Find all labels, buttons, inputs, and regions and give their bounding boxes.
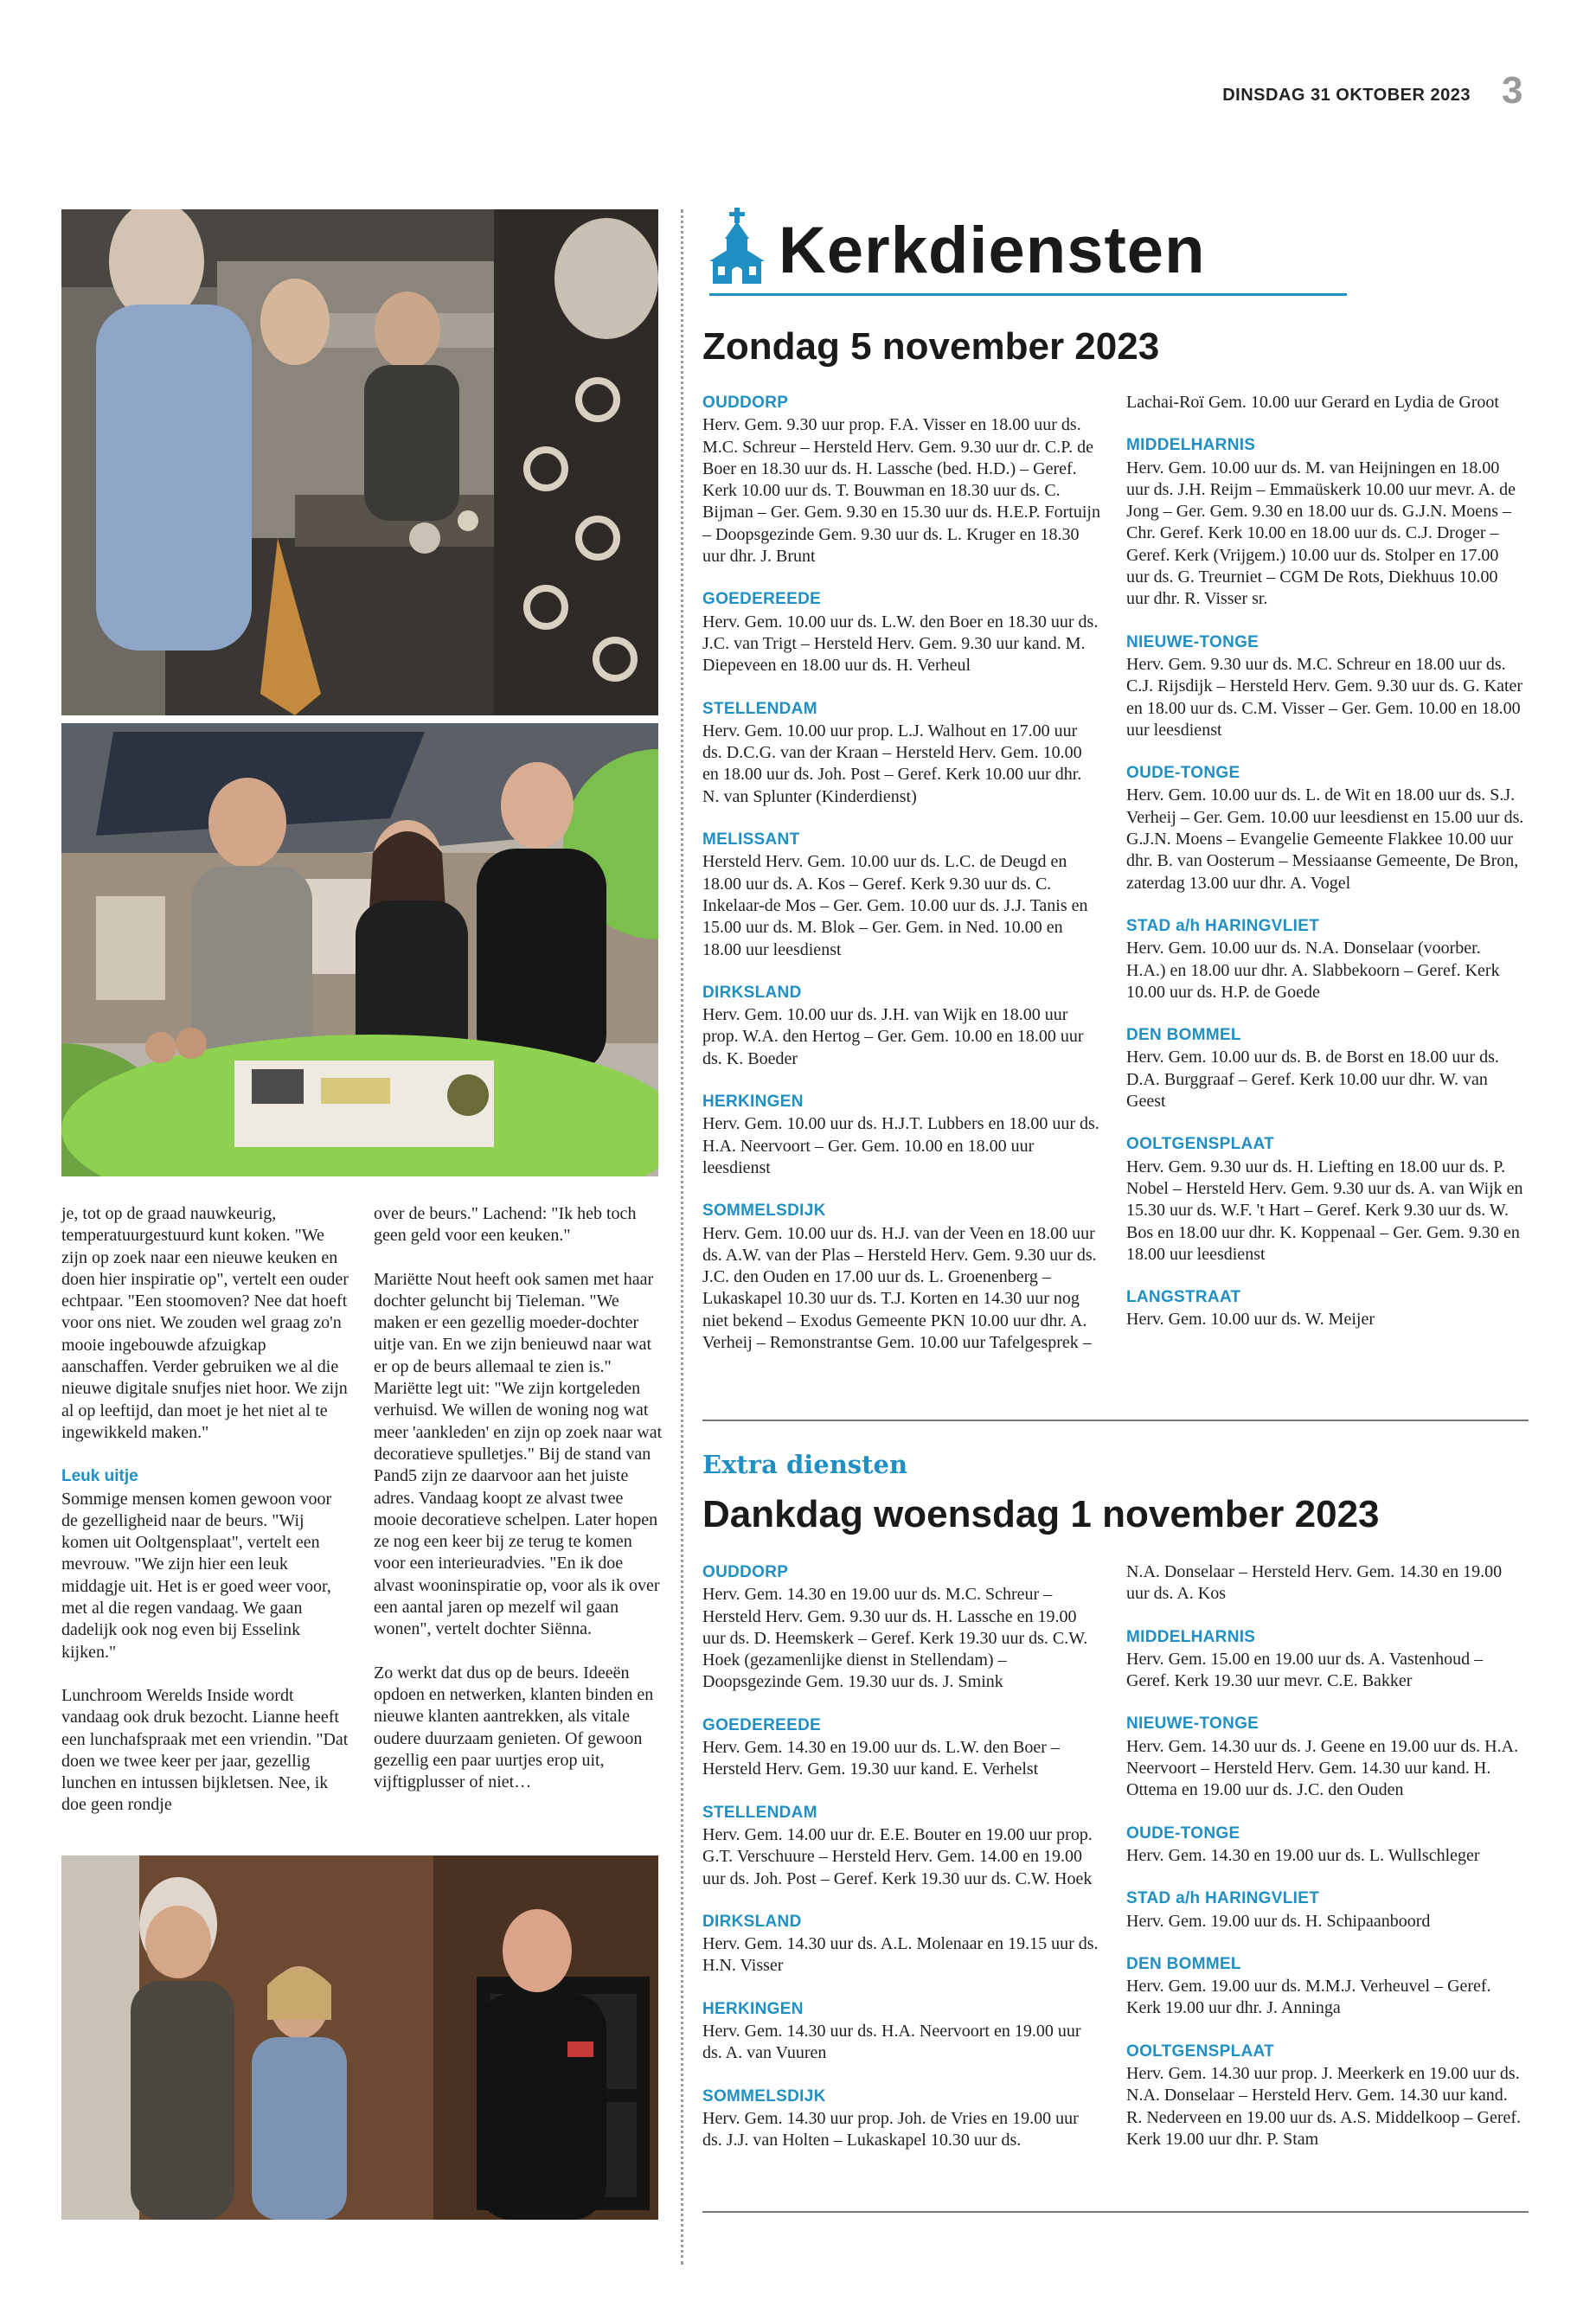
place-name: DIRKSLAND [702, 983, 802, 1002]
sunday-services-col1 [702, 392, 1100, 1375]
service-entry [702, 1998, 1100, 2065]
dankdag-services-col1 [702, 1561, 1100, 2173]
place-name: DEN BOMMEL [1126, 1954, 1241, 1973]
service-text: Herv. Gem. 10.00 uur ds. M. van Heijningen en 18.00 uur ds. J.H. Reijm – Emmaüskerk 10.00 uur mevr. A. de Jong – Ger. Gem. 9.30 en 18.00 uur ds. G.J.N. Moens – Chr. Geref. Kerk 10.00 en 18.00 uur ds. C.J. Droger – Geref. Kerk (Vrijgem.) 10.00 uur ds. Stolper en 17.00 uur ds. G. Treurniet – CGM De Rots, Diekhuus 10.00 uur dhr. R. Visser sr. [1126, 458, 1516, 609]
article-column-b [374, 1203, 663, 1815]
service-entry [1126, 762, 1524, 894]
place-name: OUDDORP [702, 394, 789, 412]
service-entry [702, 1091, 1100, 1179]
place-name: MIDDELHARNIS [1126, 436, 1256, 455]
service-text: Herv. Gem. 14.30 uur prop. Joh. de Vries en 19.00 uur ds. J.J. van Holten – Lukaskapel 10.30 uur ds. [702, 2108, 1079, 2150]
service-text: Herv. Gem. 10.00 uur ds. B. de Borst en 18.00 uur ds. D.A. Burggraaf – Geref. Kerk 10.00 uur dhr. W. van Geest [1126, 1048, 1499, 1112]
service-entry [1126, 1888, 1524, 1932]
place-name: OUDDORP [702, 1563, 789, 1581]
bottom-rule [702, 2211, 1529, 2213]
place-name: NIEUWE-TONGE [1126, 1715, 1259, 1734]
column-divider [681, 209, 683, 2265]
service-entry [702, 588, 1100, 676]
section-divider [702, 1420, 1529, 1421]
service-entry [702, 1715, 1100, 1781]
service-text: Herv. Gem. 10.00 uur ds. W. Meijer [1126, 1310, 1375, 1330]
place-name: MIDDELHARNIS [1126, 1627, 1256, 1646]
page-number: 3 [1502, 69, 1523, 112]
service-entry [1126, 1561, 1524, 1606]
article-column-a [61, 1203, 349, 1838]
service-text: Herv. Gem. 19.00 uur ds. M.M.J. Verheuvel – Geref. Kerk 19.00 uur dhr. J. Anninga [1126, 1977, 1491, 2018]
place-name: SOMMELSDIJK [702, 2086, 826, 2106]
service-entry [702, 1911, 1100, 1977]
service-entry [1126, 2041, 1524, 2150]
service-entry [1126, 1626, 1524, 1693]
sunday-date-heading: Zondag 5 november 2023 [702, 325, 1160, 368]
service-text: Herv. Gem. 14.30 uur ds. A.L. Molenaar en 19.15 uur ds. H.N. Visser [702, 1934, 1099, 1976]
service-text: Herv. Gem. 14.30 en 19.00 uur ds. L. Wullschleger [1126, 1845, 1480, 1865]
service-text: Herv. Gem. 9.30 uur ds. M.C. Schreur en 18.00 uur ds. C.J. Rijsdijk – Hersteld Herv. Gem. 9.30 uur ds. G. Kater en 18.00 uur ds. C.M. Visser – Ger. Gem. 10.00 en 18.00 uur leesdienst [1126, 654, 1523, 740]
church-icon [709, 208, 765, 284]
service-text: Herv. Gem. 10.00 uur ds. L. de Wit en 18.00 uur ds. S.J. Verheij – Ger. Gem. 10.00 uur leesdienst en 15.00 uur ds. G.J.N. Moens – Evangelie Gemeente Flakkee 10.00 uur dhr. B. van Oosterum – Messiaanse Gemeente, De Bron, zaterdag 13.00 uur dhr. A. Vogel [1126, 785, 1524, 893]
place-name: STELLENDAM [702, 1803, 817, 1822]
article-subheading: Leuk uitje [61, 1467, 138, 1486]
dankdag-services-col2 [1126, 1561, 1524, 2171]
sunday-services-col2 [1126, 392, 1524, 1352]
service-text: Herv. Gem. 14.30 en 19.00 uur ds. M.C. Schreur – Hersteld Herv. Gem. 9.30 uur ds. H. Lassche en 19.00 uur ds. D. Heemskerk – Geref. Kerk 19.30 uur ds. C.W. Hoek (gezamenlijke dienst in Stellendam) – Doopsgezinde Gem. 19.30 uur ds. J. Smink [702, 1585, 1088, 1692]
service-text: Herv. Gem. 10.00 uur ds. N.A. Donselaar (voorber. H.A.) en 18.00 uur dhr. A. Slabbekoorn – Geref. Kerk 10.00 uur ds. H.P. de Goede [1126, 939, 1500, 1002]
service-entry [702, 1561, 1100, 1694]
article-paragraph: Sommige mensen komen gewoon voor de gezelligheid naar de beurs. "Wij komen uit Ooltgensplaat", vertelt een mevrouw. "We zijn hier een leuk middagje uit. Het is er goed weer voor, met al die regen vandaag. We gaan dadelijk ook nog even bij Esselink kijken." [61, 1489, 332, 1662]
place-name: SOMMELSDIJK [702, 1202, 826, 1221]
service-text: N.A. Donselaar – Hersteld Herv. Gem. 14.30 en 19.00 uur ds. A. Kos [1126, 1562, 1503, 1604]
service-text: Herv. Gem. 10.00 uur ds. H.J. van der Veen en 18.00 uur ds. A.W. van der Plas – Hersteld Herv. Gem. 9.30 uur ds. J.C. den Ouden en 17.00 uur ds. L. Groenenberg – Lukaskapel 10.30 uur ds. T.J. Korten en 14.30 uur nog niet bekend – Exodus Gemeente PKN 10.00 uur dhr. A. Verheij – Remonstrantse Gem. 10.00 uur Tafelgesprek – [702, 1223, 1097, 1352]
place-name: DEN BOMMEL [1126, 1026, 1241, 1045]
service-text: Herv. Gem. 14.30 uur ds. J. Geene en 19.00 uur ds. H.A. Neervoort – Hersteld Herv. Gem. 14.30 uur kand. H. Ottema en 19.00 uur ds. J.C. den Ouden [1126, 1736, 1519, 1800]
service-entry [1126, 631, 1524, 741]
service-text: Herv. Gem. 10.00 uur ds. L.W. den Boer en 18.30 uur ds. J.C. van Trigt – Hersteld Herv. Gem. 9.30 uur kand. M. Diepeveen en 18.00 uur ds. H. Verheul [702, 612, 1099, 676]
service-entry [1126, 1713, 1524, 1801]
service-entry [1126, 1953, 1524, 2020]
service-text: Herv. Gem. 15.00 en 19.00 uur ds. A. Vastenhoud – Geref. Kerk 19.30 uur mevr. C.E. Bakker [1126, 1649, 1484, 1691]
article-paragraph: Lunchroom Werelds Inside wordt vandaag ook druk bezocht. Lianne heeft een lunchafspraak met een vriendin. "Dat doen we twee keer per jaar, gezellig lunchen en intussen bijkletsen. Nee, ik doe geen rondje [61, 1685, 349, 1815]
service-text: Herv. Gem. 19.00 uur ds. H. Schipaanboord [1126, 1911, 1431, 1931]
article-paragraph: over de beurs." Lachend: "Ik heb toch geen geld voor een keuken." [374, 1204, 637, 1246]
service-entry [702, 829, 1100, 961]
article-paragraph: Mariëtte Nout heeft ook samen met haar dochter geluncht bij Tieleman. "We maken er een gezellig moeder-dochter uitje van. En we zijn benieuwd naar wat er op de beurs allemaal te zien is." Mariëtte legt uit: "We zijn kortgeleden verhuisd. We willen de woning nog wat meer 'aankleden' en zijn op zoek naar wat decoratieve spulletjes." Bij de stand van Pand5 zijn ze daarvoor aan het juiste adres. Vandaag koopt ze alvast twee mooie decoratieve schelpen. Later hopen ze nog een keer bij ze terug te komen voor een interieuradvies. "En ik doe alvast wooninspiratie op, voor als ik over een aantal jaren op mezelf wil gaan wonen", vertelt dochter Siënna. [374, 1269, 663, 1639]
extra-services-label: Extra diensten [702, 1450, 908, 1479]
service-text: Herv. Gem. 10.00 uur prop. L.J. Walhout en 17.00 uur ds. D.C.G. van der Kraan – Hersteld Herv. Gem. 10.00 en 18.00 uur ds. Joh. Post – Geref. Kerk 10.00 uur dhr. N. van Splunter (Kinderdienst) [702, 721, 1082, 806]
place-name: MELISSANT [702, 830, 800, 849]
place-name: GOEDEREEDE [702, 590, 822, 609]
place-name: HERKINGEN [702, 1999, 804, 2018]
service-entry [1126, 915, 1524, 1003]
service-text: Herv. Gem. 14.30 en 19.00 uur ds. L.W. den Boer – Hersteld Herv. Gem. 19.30 uur kand. E. Verhelst [702, 1738, 1060, 1779]
photo-couple-chef [61, 1856, 658, 2220]
service-entry [1126, 434, 1524, 610]
place-name: NIEUWE-TONGE [1126, 632, 1259, 651]
place-name: OOLTGENSPLAAT [1126, 2041, 1275, 2061]
issue-date: DINSDAG 31 OKTOBER 2023 [1222, 86, 1471, 105]
service-entry [1126, 1024, 1524, 1112]
service-text: Herv. Gem. 10.00 uur ds. H.J.T. Lubbers en 18.00 uur ds. H.A. Neervoort – Ger. Gem. 10.00 en 18.00 uur leesdienst [702, 1114, 1099, 1177]
place-name: GOEDEREEDE [702, 1715, 822, 1734]
place-name: OUDE-TONGE [1126, 1823, 1240, 1843]
place-name: OOLTGENSPLAAT [1126, 1135, 1275, 1154]
service-text: Herv. Gem. 14.30 uur ds. H.A. Neervoort en 19.00 uur ds. A. van Vuuren [702, 2022, 1081, 2063]
service-entry [702, 392, 1100, 567]
service-entry [1126, 392, 1524, 413]
service-text: Herv. Gem. 9.30 uur prop. F.A. Visser en 18.00 uur ds. M.C. Schreur – Hersteld Herv. Gem. 9.30 uur dr. C.P. de Boer en 18.30 uur ds. H. Lassche (bed. H.D.) – Geref. Kerk 10.00 uur ds. T. Bouwman en 18.30 uur ds. C. Bijman – Ger. Gem. 9.30 en 15.30 uur ds. H.E.P. Fortuijn – Doopsgezinde Gem. 9.30 uur ds. L. Kruger en 18.30 uur dhr. J. Brunt [702, 415, 1100, 567]
service-entry [1126, 1133, 1524, 1266]
service-entry [702, 1802, 1100, 1890]
service-entry [702, 1200, 1100, 1354]
section-title: Kerkdiensten [779, 214, 1206, 287]
service-text: Herv. Gem. 10.00 uur ds. J.H. van Wijk en 18.00 uur prop. W.A. den Hertog – Ger. Gem. 10.00 en 18.00 uur ds. K. Boeder [702, 1005, 1084, 1068]
service-text: Lachai-Roï Gem. 10.00 uur Gerard en Lydia de Groot [1126, 393, 1499, 412]
service-entry [1126, 1286, 1524, 1331]
service-text: Herv. Gem. 14.00 uur dr. E.E. Bouter en 19.00 uur prop. G.T. Verschuure – Hersteld Herv. Gem. 14.00 en 19.00 uur ds. Joh. Post – Geref. Kerk 19.30 uur ds. C.W. Hoek [702, 1824, 1093, 1888]
place-name: STAD a/h HARINGVLIET [1126, 916, 1320, 935]
place-name: OUDE-TONGE [1126, 764, 1240, 783]
service-text: Hersteld Herv. Gem. 10.00 uur ds. L.C. de Deugd en 18.00 uur ds. A. Kos – Geref. Kerk 9.30 uur ds. C. Inkelaar-de Mos – Ger. Gem. 10.00 uur ds. J.J. Tanis en 15.00 uur ds. M. Blok – Ger. Gem. in Ned. 10.00 en 18.00 uur leesdienst [702, 852, 1088, 959]
photo-kitchen-demo [61, 209, 658, 715]
service-text: Herv. Gem. 14.30 uur prop. J. Meerkerk en 19.00 uur ds. N.A. Donselaar – Hersteld Herv. Gem. 14.30 uur kand. R. Nederveen en 19.00 uur ds. A.S. Middelkoop – Geref. Kerk 19.00 uur dhr. P. Stam [1126, 2064, 1522, 2149]
service-entry [702, 698, 1100, 808]
place-name: STAD a/h HARINGVLIET [1126, 1889, 1320, 1908]
article-paragraph: Zo werkt dat dus op de beurs. Ideeën opdoen en netwerken, klanten binden en nieuwe klanten aantrekken, als vitale oudere duurzaam genieten. Of gewoon gezellig een paar uurtjes erop uit, vijftigplusser of niet… [374, 1663, 654, 1792]
article-paragraph: je, tot op de graad nauwkeurig, temperatuurgestuurd kunt koken. "We zijn op zoek naar een nieuwe keuken en doen hier inspiratie op", vertelt een ouder echtpaar. "Een stoomoven? Nee dat hoeft voor ons niet. We zouden wel graag zo'n mooie ingebouwde afzuigkap aanschaffen. Verder gebruiken we al die nieuwe digitale snufjes niet hoor. We zijn al op leeftijd, dan moet je het niet al te ingewikkeld maken." [61, 1204, 349, 1442]
place-name: LANGSTRAAT [1126, 1288, 1241, 1307]
service-entry [1126, 1823, 1524, 1868]
place-name: STELLENDAM [702, 699, 817, 718]
service-entry [702, 2086, 1100, 2152]
dankdag-date-heading: Dankdag woensdag 1 november 2023 [702, 1493, 1380, 1535]
service-text: Herv. Gem. 9.30 uur ds. H. Liefting en 18.00 uur ds. P. Nobel – Hersteld Herv. Gem. 9.30 uur ds. A. van Wijk en 15.30 uur ds. W.F. 't Hart – Geref. Kerk 9.30 uur ds. W. Bos en 18.00 uur dhr. K. Koppenaal – Ger. Gem. 9.30 en 18.00 uur leesdienst [1126, 1157, 1523, 1264]
place-name: DIRKSLAND [702, 1912, 802, 1931]
kerkdiensten-masthead [709, 208, 1347, 296]
photo-stand-team [61, 723, 658, 1176]
service-entry [702, 982, 1100, 1070]
place-name: HERKINGEN [702, 1093, 804, 1112]
